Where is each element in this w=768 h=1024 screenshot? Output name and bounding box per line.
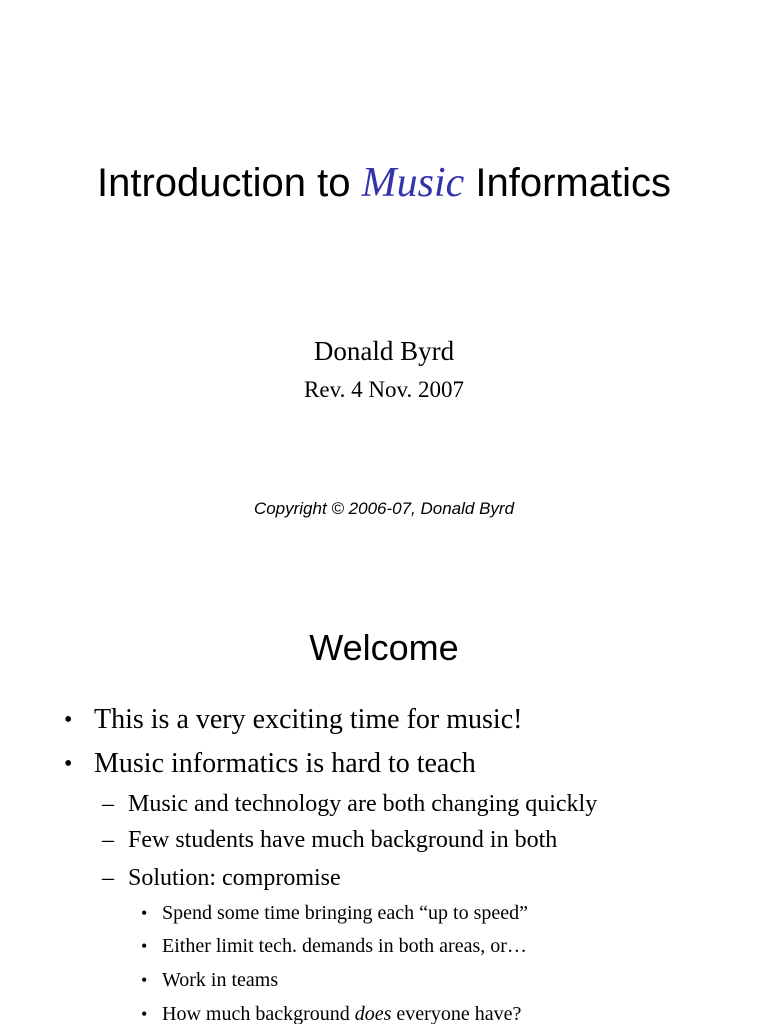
bullet-marker: • <box>64 751 73 777</box>
last-item-emphasis: does <box>354 1003 392 1024</box>
sub-sub-bullet-item <box>141 932 527 960</box>
bullet-marker: • <box>141 970 148 990</box>
sub-sub-bullet-item <box>141 899 529 927</box>
bullet-marker: • <box>141 903 148 923</box>
bullet-marker: • <box>64 707 73 733</box>
sub-bullet-item <box>102 824 558 856</box>
dash-marker: – <box>102 791 114 817</box>
bullet-list <box>0 580 768 1024</box>
bullet-text: Music informatics is hard to teach <box>94 748 476 779</box>
sub-bullet-text: Solution: compromise <box>128 865 341 891</box>
sub-sub-bullet-text <box>162 1003 521 1024</box>
bullet-item <box>64 702 523 738</box>
last-item-text-2: everyone have? <box>391 1003 522 1024</box>
bullet-text: This is a very exciting time for music! <box>94 704 523 735</box>
author-name: Donald Byrd <box>313 336 455 366</box>
title-accent-word: Music <box>361 160 465 206</box>
sub-bullet-item <box>102 788 598 820</box>
dash-marker: – <box>102 827 114 853</box>
revision-date: Rev. 4 Nov. 2007 <box>304 377 464 402</box>
sub-bullet-item <box>102 862 341 894</box>
welcome-slide <box>0 580 768 1024</box>
copyright-notice: Copyright © 2006-07, Donald Byrd <box>253 499 515 518</box>
bullet-item <box>64 746 476 782</box>
title-part-1: Introduction to <box>97 161 362 205</box>
sub-sub-bullet-item <box>141 1000 522 1024</box>
sub-sub-bullet-text: Either limit tech. demands in both areas, or… <box>162 935 527 957</box>
dash-marker: – <box>102 865 114 891</box>
sub-sub-bullet-item <box>141 966 279 994</box>
sub-bullet-text: Few students have much background in both <box>128 827 558 853</box>
sub-bullet-text: Music and technology are both changing quickly <box>128 791 598 817</box>
bullet-marker: • <box>141 1004 148 1024</box>
last-item-text-1: How much background <box>162 1003 355 1024</box>
bullet-marker: • <box>141 936 148 956</box>
title-part-2: Informatics <box>464 161 671 205</box>
sub-sub-bullet-text: Work in teams <box>162 969 279 991</box>
slide-heading: Welcome <box>309 627 459 668</box>
sub-sub-bullet-text: Spend some time bringing each “up to speed” <box>162 902 529 924</box>
slide-title <box>0 156 768 210</box>
